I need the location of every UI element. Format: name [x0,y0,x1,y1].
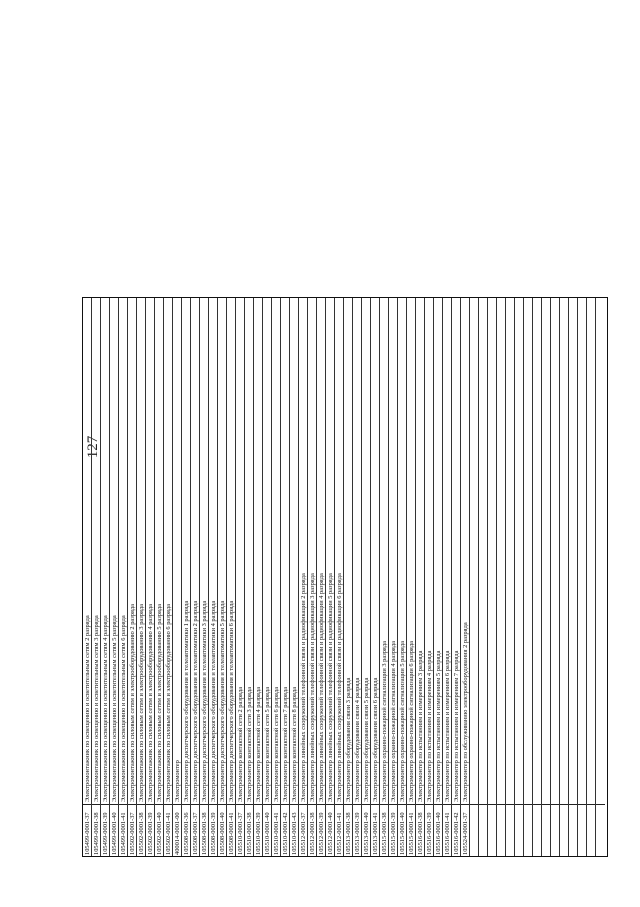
row-code: 105499-0001-37 [83,804,91,856]
table-row [209,298,218,856]
row-code-empty [515,804,523,856]
table-row [506,298,515,856]
row-code: 105508-0001-36 [182,804,190,856]
row-code-empty [524,804,532,856]
row-code: 105510-0001-40 [263,804,271,856]
row-code: 105513-0001-39 [353,804,361,856]
row-name: Электромонтажник по освещению и осветительным сетям 4 разряда [102,615,109,802]
row-code: 105516-0001-38 [416,804,424,856]
table-row [335,298,344,856]
row-code: 105516-0001-39 [425,804,433,856]
row-name: Электромонтер контактной сети 5 разряда [264,686,271,802]
row-name-empty [533,298,541,804]
row-name: Электромонтер диспетчерского оборудования и телеавтоматики 6 разряда [228,600,235,802]
row-code-empty [542,804,550,856]
table-row [389,298,398,856]
table-row [155,298,164,856]
row-code: 105512-0001-39 [317,804,325,856]
row-code: 105512-0001-37 [299,804,307,856]
row-code: 105515-0001-38 [380,804,388,856]
table-row [326,298,335,856]
row-code: 105499-0001-41 [119,804,127,856]
table-row [398,298,407,856]
row-name: Электромонтер контактной сети 3 разряда [246,686,253,802]
table-row [137,298,146,856]
table-row [542,298,551,856]
table-row [362,298,371,856]
row-code: 105502-0001-38 [137,804,145,856]
page-number: 127 [85,435,101,459]
row-name: Электромонтер по испытаниям и измерениям 5 разряда [435,650,442,802]
table-row [83,298,92,856]
row-name: Электромонтер диспетчерского оборудования и телеавтоматики 1 разряда [183,600,190,802]
row-name-empty [551,298,559,804]
row-name: Электромонтажник по силовым сетям и электрооборудованию 2 разряда [129,604,136,802]
row-code: 105524-0001-37 [461,804,469,856]
table-row [425,298,434,856]
table-row [227,298,236,856]
row-code: 105512-0001-41 [335,804,343,856]
row-name-empty [470,298,478,804]
row-code: 105508-0001-39 [209,804,217,856]
row-name-empty [587,298,595,804]
row-name: Электромонтер оборудования связи 4 разряда [354,677,361,802]
row-name: Электромонтер оборудования связи 5 разряда [363,677,370,802]
row-name: Электромонтер охранно-пожарной сигнализации 5 разряда [399,641,406,802]
table-row [119,298,128,856]
row-code: 105516-0001-41 [443,804,451,856]
row-code-empty [596,804,605,856]
table-row [308,298,317,856]
row-code: 105513-0001-41 [371,804,379,856]
row-code: 105510-0001-37 [236,804,244,856]
row-name: Электромонтажник по освещению и осветительным сетям 2 разряда [84,615,91,802]
table-row [281,298,290,856]
row-code: 105510-0001-41 [272,804,280,856]
row-name-empty [596,298,605,804]
table-row [218,298,227,856]
table-row [200,298,209,856]
table-row [272,298,281,856]
row-code: 105513-0001-38 [344,804,352,856]
row-name-empty [506,298,514,804]
table-row [479,298,488,856]
row-code-empty [551,804,559,856]
row-code: 105512-0001-40 [326,804,334,856]
row-code: 105515-0001-40 [398,804,406,856]
row-code: 105510-0001-43 [290,804,298,856]
row-code: 105516-0001-42 [452,804,460,856]
row-code: 105502-0001-37 [128,804,136,856]
row-code: 105512-0001-38 [308,804,316,856]
table-row [587,298,596,856]
row-code: 105499-0001-39 [101,804,109,856]
table-row [569,298,578,856]
row-name: Электромонтер диспетчерского оборудования и телеавтоматики 2 разряда [192,600,199,802]
table-row [560,298,569,856]
table-row [470,298,479,856]
row-name-empty [578,298,586,804]
row-code: 105515-0001-39 [389,804,397,856]
row-name-empty [488,298,496,804]
row-name: Электромонтер линейных сооружений телефонной связи и радиофикации 5 разряда [327,573,334,802]
table-row [92,298,101,856]
table-row [497,298,506,856]
table-row [128,298,137,856]
row-code-empty [578,804,586,856]
row-name: Электромонтажник по силовым сетям и электрооборудованию 4 разряда [147,604,154,802]
row-name: Электромонтер охранно-пожарной сигнализации 6 разряда [408,641,415,802]
row-name: Электромонтер по испытаниям и измерениям 6 разряда [444,650,451,802]
table-row [380,298,389,856]
row-name: Электромонтер охранно-пожарной сигнализации 3 разряда [381,641,388,802]
table-row [173,298,182,856]
profession-table [82,297,608,857]
row-code-empty [560,804,568,856]
table-row [407,298,416,856]
table-row [263,298,272,856]
row-name: Электромонтер диспетчерского оборудования и телеавтоматики 5 разряда [219,600,226,802]
table-row [110,298,119,856]
row-name: Электромонтер по обслуживанию электрооборудования 2 разряда [462,622,469,802]
table-row [443,298,452,856]
row-name: Электромонтер охранно-пожарной сигнализации 4 разряда [390,641,397,802]
row-code: 105510-0001-38 [245,804,253,856]
row-name: Электромонтажник по силовым сетям и электрооборудованию 5 разряда [156,604,163,802]
row-code-empty [497,804,505,856]
table-row [533,298,542,856]
table-row [461,298,470,856]
table-row [524,298,533,856]
row-code: 105502-0001-41 [164,804,172,856]
table-row [182,298,191,856]
row-name: Электромонтер диспетчерского оборудования и телеавтоматики 4 разряда [210,600,217,802]
row-name: Электромонтер линейных сооружений телефонной связи и радиофикации 4 разряда [318,573,325,802]
row-name: Электромонтер контактной сети 4 разряда [255,686,262,802]
row-name: Электромонтажник по освещению и осветительным сетям 5 разряда [111,615,118,802]
table-row [344,298,353,856]
row-code-empty [479,804,487,856]
row-name: Электромонтажник по освещению и осветительным сетям 3 разряда [93,615,100,802]
row-code-empty [569,804,577,856]
row-code-empty [587,804,595,856]
row-name-empty [497,298,505,804]
table-row [245,298,254,856]
row-name-empty [569,298,577,804]
table-row [596,298,605,856]
row-name: Электромонтер по испытаниям и измерениям 3 разряда [417,650,424,802]
row-name: Электромонтер [174,760,181,802]
table-row [434,298,443,856]
row-name-empty [542,298,550,804]
table-row [164,298,173,856]
row-code: 105513-0001-40 [362,804,370,856]
row-name-empty [560,298,568,804]
row-code: 105516-0001-40 [434,804,442,856]
row-code-empty [470,804,478,856]
row-name: Электромонтажник по силовым сетям и электрооборудованию 3 разряда [138,604,145,802]
row-name: Электромонтажник по силовым сетям и электрооборудованию 6 разряда [165,604,172,802]
row-code: 105499-0001-38 [92,804,100,856]
row-name: Электромонтер по испытаниям и измерениям 4 разряда [426,650,433,802]
row-name: Электромонтер контактной сети 2 разряда [237,686,244,802]
row-code-empty [533,804,541,856]
row-name: Электромонтажник по освещению и осветительным сетям 6 разряда [120,615,127,802]
row-code: 105508-0001-40 [218,804,226,856]
row-name-empty [515,298,523,804]
row-name: Электромонтер контактной сети 8 разряда [291,686,298,802]
row-code-empty [488,804,496,856]
row-name: Электромонтер линейных сооружений телефонной связи и радиофикации 2 разряда [300,573,307,802]
row-name: Электромонтер диспетчерского оборудования и телеавтоматики 3 разряда [201,600,208,802]
row-code: 105508-0001-38 [200,804,208,856]
table-row [236,298,245,856]
row-code-empty [506,804,514,856]
row-name: Электромонтер контактной сети 6 разряда [273,686,280,802]
table-row [353,298,362,856]
row-code: 105515-0001-41 [407,804,415,856]
table-row [146,298,155,856]
table-row [515,298,524,856]
table-row [101,298,110,856]
table-row [488,298,497,856]
row-name: Электромонтер линейных сооружений телефонной связи и радиофикации 6 разряда [336,573,343,802]
row-code: 105510-0001-42 [281,804,289,856]
table-row [317,298,326,856]
table-row [299,298,308,856]
row-name-empty [524,298,532,804]
table-row [290,298,299,856]
row-code: 105502-0001-39 [146,804,154,856]
table-row [551,298,560,856]
table-row [416,298,425,856]
row-name: Электромонтер оборудования связи 3 разряда [345,677,352,802]
table-row [578,298,587,856]
row-code: 105510-0001-39 [254,804,262,856]
table-row [191,298,200,856]
table-row [254,298,263,856]
row-code: 105508-0001-41 [227,804,235,856]
row-code: 105502-0001-40 [155,804,163,856]
row-name-empty [479,298,487,804]
row-code: 105499-0001-40 [110,804,118,856]
row-name: Электромонтер контактной сети 7 разряда [282,686,289,802]
row-name: Электромонтер по испытаниям и измерениям 7 разряда [453,650,460,802]
table-row [371,298,380,856]
table-row [452,298,461,856]
row-code: 105508-0001-37 [191,804,199,856]
row-code: 400014-0001-00 [173,804,181,856]
row-name: Электромонтер линейных сооружений телефонной связи и радиофикации 3 разряда [309,573,316,802]
row-name: Электромонтер оборудования связи 6 разряда [372,677,379,802]
